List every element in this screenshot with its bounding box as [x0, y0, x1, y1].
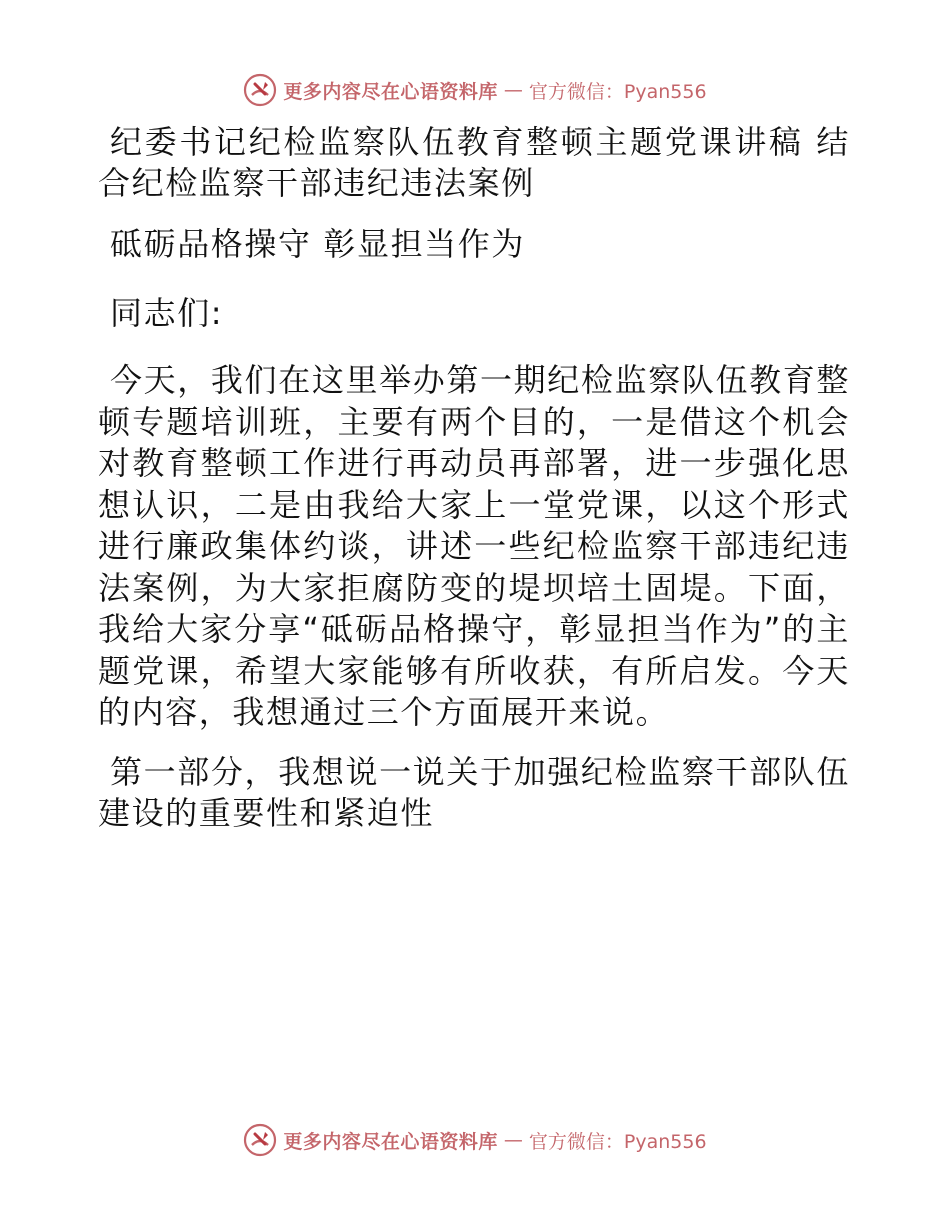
book-feather-icon: [243, 73, 277, 107]
banner-wechat: 官方微信：Pyan556: [528, 80, 707, 103]
banner-separator: —: [503, 1129, 523, 1151]
banner-brand: 更多内容尽在心语资料库: [283, 1130, 498, 1153]
book-feather-icon: [243, 1123, 277, 1157]
footer-banner: [0, 1120, 950, 1160]
banner-separator: —: [503, 79, 523, 101]
banner-brand: 更多内容尽在心语资料库: [283, 80, 498, 103]
document-title: 纪委书记纪检监察队伍教育整顿主题党课讲稿 结合纪检监察干部违纪违法案例: [98, 123, 850, 202]
intro-paragraph: 今天，我们在这里举办第一期纪检监察队伍教育整顿专题培训班，主要有两个目的，一是借这个机会对教育整顿工作进行再动员再部署，进一步强化思想认识，二是由我给大家上一堂党课，以这个形式进行廉政集体约谈，讲述一些纪检监察干部违纪违法案例，为大家拒腐防变的堤坝培土固堤。下面，我给大家分享“砥砺品格操守，彰显担当作为”的主题党课，希望大家能够有所收获，有所启发。今天的内容，我想通过三个方面展开来说。: [98, 361, 850, 731]
banner-wechat: 官方微信：Pyan556: [528, 1130, 707, 1153]
document-subtitle: 砥砺品格操守 彰显担当作为: [110, 225, 525, 263]
header-banner: [0, 70, 950, 110]
section-heading-1: 第一部分，我想说一说关于加强纪检监察干部队伍建设的重要性和紧迫性: [98, 752, 850, 832]
document-body: [98, 122, 850, 853]
greeting: 同志们:: [110, 294, 224, 332]
